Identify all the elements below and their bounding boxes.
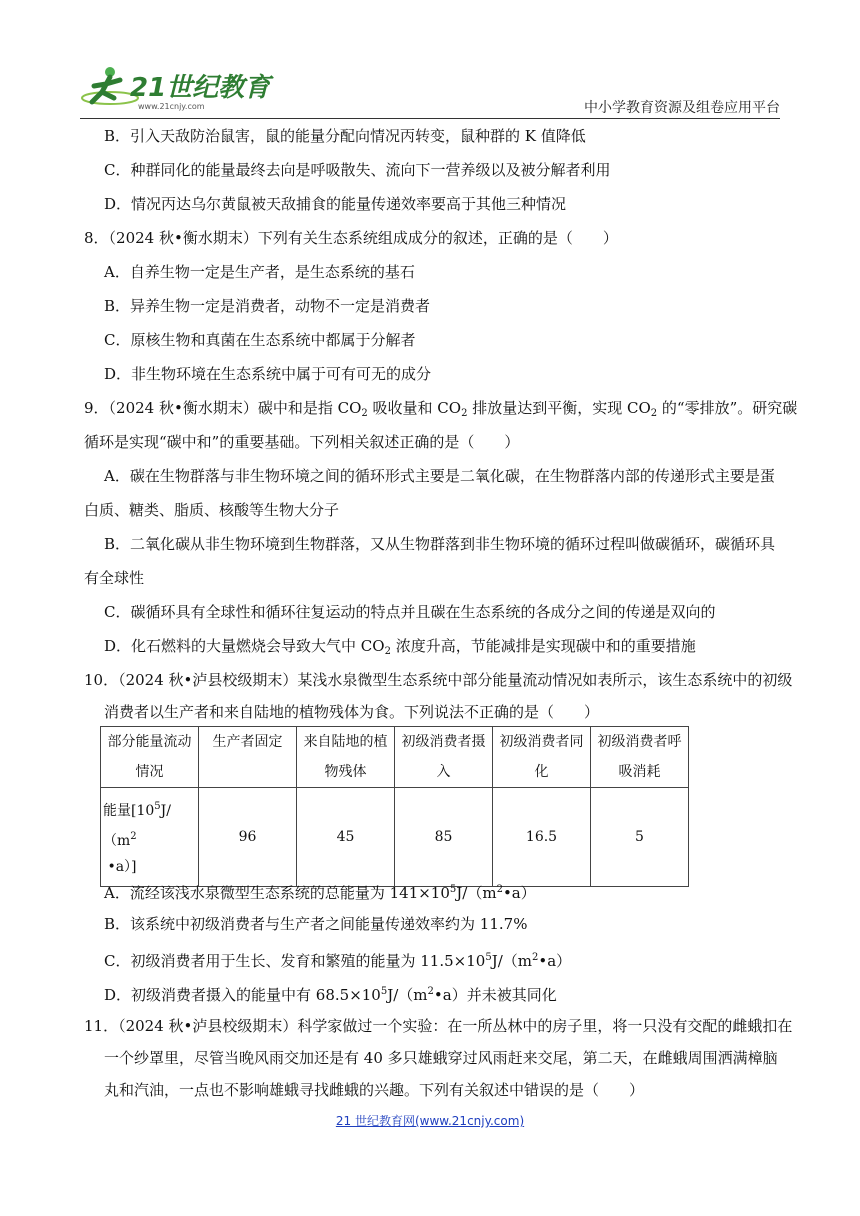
option-7b: B．引入天敌防治鼠害，鼠的能量分配向情况丙转变，鼠种群的 K 值降低 [104, 127, 586, 145]
question-9-line2: 循环是实现“碳中和”的重要基础。下列相关叙述正确的是（ ） [84, 433, 520, 451]
table-cell: 45 [297, 788, 395, 887]
table-header-cell: 来自陆地的植 物残体 [297, 727, 395, 788]
question-10-line2: 消费者以生产者和来自陆地的植物残体为食。下列说法不正确的是（ ） [104, 703, 600, 721]
question-10-line1: 10．（2024 秋•泸县校级期末）某浅水泉微型生态系统中部分能量流动情况如表所示，该生态系统中的初级 [84, 671, 793, 689]
option-9a-line2: 白质、糖类、脂质、核酸等生物大分子 [84, 501, 340, 519]
question-11-line1: 11．（2024 秋•泸县校级期末）科学家做过一个实验：在一所丛林中的房子里，将一只没有交配的雌蛾扣在 [84, 1017, 793, 1035]
table-cell: 96 [199, 788, 297, 887]
svg-text:21世纪教育: 21世纪教育 [130, 73, 271, 103]
table-header-cell: 部分能量流动 情况 [101, 727, 199, 788]
question-11-line3: 丸和汽油，一点也不影响雄蛾寻找雌蛾的兴趣。下列有关叙述中错误的是（ ） [104, 1081, 645, 1099]
table-header-cell: 初级消费者呼 吸消耗 [591, 727, 689, 788]
page-header [80, 62, 780, 120]
table-header-cell: 初级消费者摄 入 [395, 727, 493, 788]
option-7c: C．种群同化的能量最终去向是呼吸散失、流向下一营养级以及被分解者利用 [104, 161, 611, 179]
option-10c: C．初级消费者用于生长、发育和繁殖的能量为 $11.5\times 10^5J/(m^2•a)$ [104, 952, 572, 970]
header-rule [80, 118, 780, 119]
logo-21cnjy [80, 62, 271, 114]
option-9d: D．化石燃料的大量燃烧会导致大气中 $CO_2$ 浓度升高，节能减排是实现碳中和的重要措施 [104, 637, 696, 657]
option-9c: C．碳循环具有全球性和循环往复运动的特点并且碳在生态系统的各成分之间的传递是双向的 [104, 603, 716, 621]
option-9b-line2: 有全球性 [84, 569, 145, 587]
table-row [101, 788, 689, 887]
option-10b: B．该系统中初级消费者与生产者之间能量传递效率约为 11.7% [104, 915, 528, 933]
option-8b: B．异养生物一定是消费者，动物不一定是消费者 [104, 297, 431, 315]
option-7d: D．情况丙达乌尔黄鼠被天敌捕食的能量传递效率要高于其他三种情况 [104, 195, 567, 213]
table-cell: 85 [395, 788, 493, 887]
option-9b-line1: B．二氧化碳从非生物环境到生物群落，又从生物群落到非生物环境的循环过程叫做碳循环，碳循环具 [104, 535, 776, 553]
table-header-cell: 生产者固定 [199, 727, 297, 788]
platform-title: 中小学教育资源及组卷应用平台 [584, 100, 780, 116]
option-8a: A．自养生物一定是生产者，是生态系统的基石 [104, 263, 415, 281]
option-10d: D．初级消费者摄入的能量中有 $68.5\times 10^5J/(m^2•a)$并未被其同化 [104, 986, 557, 1004]
footer-link[interactable]: 21 世纪教育网(www.21cnjy.com) [335, 1114, 525, 1128]
question-9-line1: 9．（2024 秋•衡水期末）碳中和是指 $CO_2$ 吸收量和 $CO_2$ 排放量达到平衡，实现 $CO_2$ 的“零排放”。研究碳 [84, 399, 798, 419]
table-header-row [101, 727, 689, 788]
option-8d: D．非生物环境在生态系统中属于可有可无的成分 [104, 365, 432, 383]
table-cell: 5 [591, 788, 689, 887]
option-9a-line1: A．碳在生物群落与非生物环境之间的循环形式主要是二氧化碳，在生物群落内部的传递形式主要是蛋 [104, 467, 775, 485]
option-8c: C．原核生物和真菌在生态系统中都属于分解者 [104, 331, 416, 349]
question-11-line2: 一个纱罩里，尽管当晚风雨交加还是有 40 多只雄蛾穿过风雨赶来交尾，第二天，在雌蛾周围洒满樟脑 [104, 1049, 778, 1067]
option-10a: A．流经该浅水泉微型生态系统的总能量为 $141\times 10^5J/(m^2•a)$ [104, 884, 536, 902]
table-cell: 16.5 [493, 788, 591, 887]
question-8: 8．（2024 秋•衡水期末）下列有关生态系统组成成分的叙述，正确的是（ ） [84, 229, 618, 247]
table-row-label: 能量[$10^5J/(m^2$ •a）] [101, 788, 199, 887]
svg-text:www.21cnjy.com: www.21cnjy.com [138, 102, 205, 111]
energy-flow-table [100, 726, 689, 887]
table-header-cell: 初级消费者同 化 [493, 727, 591, 788]
